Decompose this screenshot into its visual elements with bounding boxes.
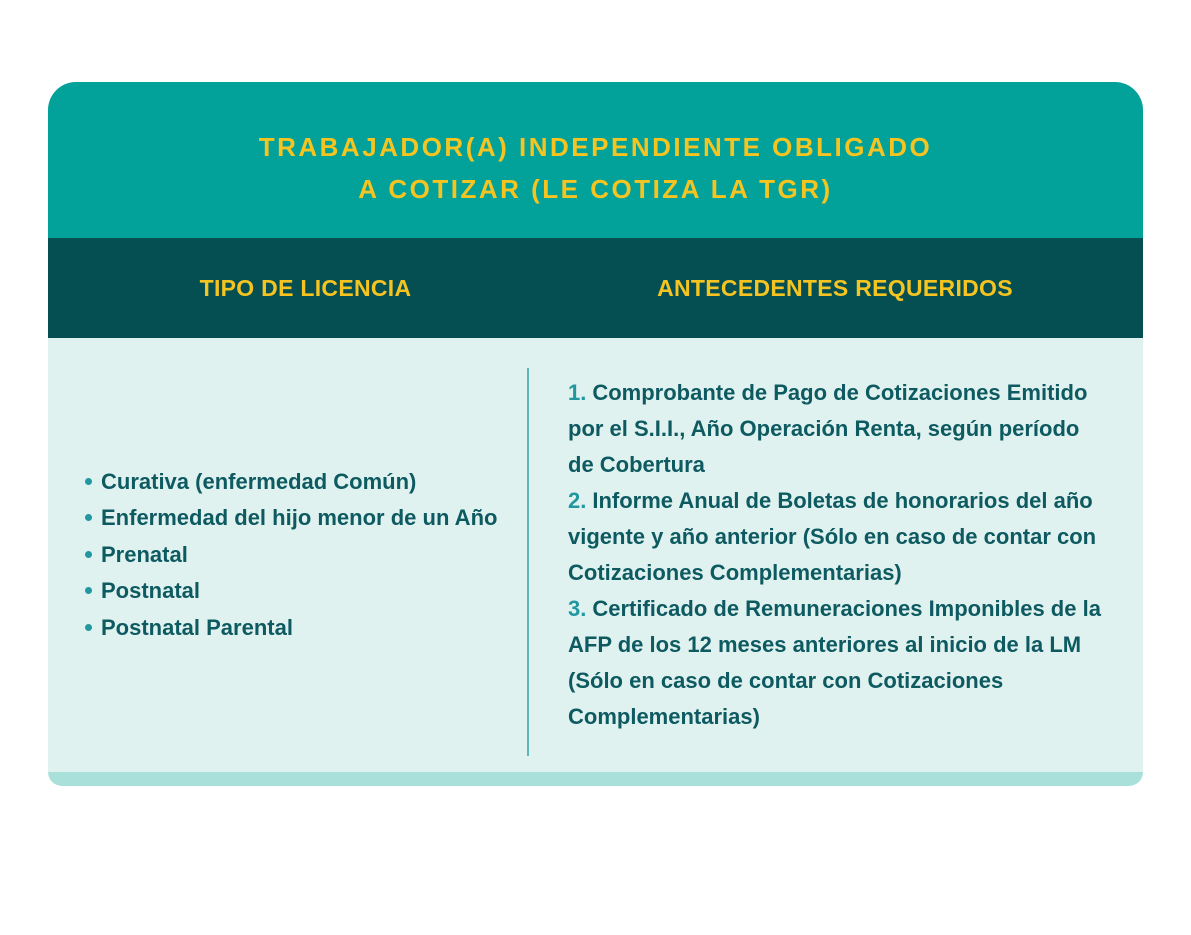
bullet-icon <box>85 551 92 558</box>
licencia-item <box>85 573 517 610</box>
bullet-icon <box>85 514 92 521</box>
licencia-item-label: Prenatal <box>101 541 188 567</box>
column-header-tipo-de-licencia: TIPO DE LICENCIA <box>199 274 412 301</box>
table-header-row <box>48 238 1143 338</box>
licencia-item <box>85 537 517 574</box>
bullet-icon <box>85 624 92 631</box>
antecedentes-item <box>568 483 1105 591</box>
licencia-list <box>85 464 517 647</box>
licencia-item-label: Curativa (enfermedad Común) <box>101 468 417 494</box>
antecedentes-list <box>568 375 1105 735</box>
column-divider <box>527 368 529 756</box>
licencia-item <box>85 464 517 501</box>
antecedentes-item-number: 2. <box>568 488 587 513</box>
licencia-item-label: Enfermedad del hijo menor de un Año <box>101 505 498 531</box>
antecedentes-item-number: 3. <box>568 596 587 621</box>
antecedentes-item-number: 1. <box>568 380 587 405</box>
card-bottom-edge <box>48 772 1143 786</box>
antecedentes-item-text: Certificado de Remuneraciones Imponibles de la AFP de los 12 meses anteriores al inicio de la LM (Sólo en caso de contar con Cotizaciones Complementarias) <box>568 596 1101 729</box>
licencia-item <box>85 610 517 647</box>
bullet-icon <box>85 587 92 594</box>
licencia-item-label: Postnatal Parental <box>101 614 293 640</box>
antecedentes-item <box>568 375 1105 483</box>
table-body <box>48 338 1143 772</box>
column-header-antecedentes-requeridos: ANTECEDENTES REQUERIDOS <box>657 274 1013 301</box>
bullet-icon <box>85 478 92 485</box>
antecedentes-item-text: Comprobante de Pago de Cotizaciones Emitido por el S.I.I., Año Operación Renta, según período de Cobertura <box>568 380 1088 477</box>
info-card <box>48 82 1143 786</box>
card-header <box>48 82 1143 238</box>
licencia-item <box>85 500 517 537</box>
antecedentes-cell <box>527 338 1143 772</box>
licencia-item-label: Postnatal <box>101 578 201 604</box>
card-title-line-1: TRABAJADOR(A) INDEPENDIENTE OBLIGADO <box>258 132 933 162</box>
antecedentes-item-text: Informe Anual de Boletas de honorarios del año vigente y año anterior (Sólo en caso de contar con Cotizaciones Complementarias) <box>568 488 1097 585</box>
card-title-line-2: A COTIZAR (LE COTIZA LA TGR) <box>358 174 833 204</box>
licencia-cell <box>48 338 527 772</box>
antecedentes-item <box>568 591 1105 735</box>
